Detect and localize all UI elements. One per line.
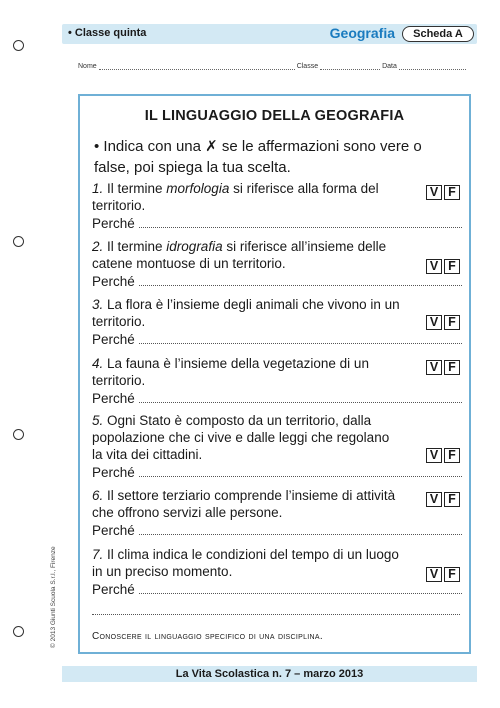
question-text-part: Ogni Stato è composto da un territorio, dalla popolazione che ci vive e dalle leggi che regolano la vita dei cittadini. (92, 413, 390, 462)
binder-hole (13, 626, 24, 637)
false-checkbox[interactable]: F (444, 567, 460, 582)
question-term: idrografia (166, 239, 223, 254)
question-text-part: Il settore terziario comprende l’insieme di attività che offrono servizi alle persone. (92, 488, 396, 520)
question-number: 1. (92, 181, 104, 196)
question-text-part: La flora è l’insieme degli animali che vivono in un territorio. (92, 297, 400, 329)
answer-line[interactable] (92, 215, 462, 232)
question-text-part: Il termine (103, 181, 167, 196)
dotted-line[interactable] (139, 216, 462, 228)
sheet-badge: Scheda A (402, 26, 474, 42)
student-info-row (78, 62, 468, 70)
dotted-line[interactable] (139, 391, 462, 403)
date-label: Data (382, 63, 397, 70)
dotted-line[interactable] (139, 523, 462, 535)
answer-line[interactable] (92, 522, 462, 539)
perche-label: Perché (92, 274, 135, 289)
answer-line[interactable] (92, 390, 462, 407)
false-checkbox[interactable]: F (444, 259, 460, 274)
question-term: morfologia (166, 181, 230, 196)
true-false-boxes (426, 567, 460, 582)
binder-hole (13, 40, 24, 51)
answer-line[interactable] (92, 273, 462, 290)
question-text-part: Il clima indica le condizioni del tempo di un luogo in un preciso momento. (92, 547, 399, 579)
header-band (62, 24, 477, 44)
question-text-part: Il termine (103, 239, 167, 254)
question-number: 5. (92, 413, 104, 428)
question-number: 3. (92, 297, 104, 312)
true-false-boxes (426, 259, 460, 274)
answer-line[interactable] (92, 464, 462, 481)
dotted-line[interactable] (139, 274, 462, 286)
perche-label: Perché (92, 465, 135, 480)
question-item (92, 487, 462, 539)
answer-line[interactable] (92, 331, 462, 348)
class-label: • Classe quinta (68, 27, 147, 39)
true-checkbox[interactable]: V (426, 448, 442, 463)
true-checkbox[interactable]: V (426, 259, 442, 274)
perche-label: Perché (92, 391, 135, 406)
subject-title: Geografia (329, 25, 395, 41)
copyright-text: © 2013 Giunti Scuola S.r.l., Firenze (50, 546, 57, 648)
true-checkbox[interactable]: V (426, 185, 442, 200)
true-false-boxes (426, 492, 460, 507)
name-field[interactable] (99, 62, 295, 70)
question-text (92, 296, 402, 330)
false-checkbox[interactable]: F (444, 360, 460, 375)
question-number: 2. (92, 239, 104, 254)
question-item (92, 238, 462, 290)
question-text (92, 487, 402, 521)
true-false-boxes (426, 360, 460, 375)
binder-hole (13, 429, 24, 440)
true-checkbox[interactable]: V (426, 315, 442, 330)
class-field-label: Classe (296, 63, 319, 70)
question-item (92, 180, 462, 232)
worksheet-title: IL LINGUAGGIO DELLA GEOGRAFIA (144, 108, 405, 124)
question-number: 7. (92, 547, 104, 562)
binder-hole (13, 236, 24, 247)
true-checkbox[interactable]: V (426, 360, 442, 375)
question-item (92, 355, 462, 407)
dotted-line[interactable] (139, 465, 462, 477)
true-false-boxes (426, 448, 460, 463)
answer-line[interactable] (92, 581, 462, 598)
false-checkbox[interactable]: F (444, 315, 460, 330)
footer-band: La Vita Scolastica n. 7 – marzo 2013 (62, 666, 477, 682)
question-item (92, 546, 462, 615)
worksheet-frame (78, 94, 471, 654)
true-checkbox[interactable]: V (426, 492, 442, 507)
question-number: 6. (92, 488, 104, 503)
skill-objective: Conoscere il linguaggio specifico di una disciplina. (92, 631, 323, 642)
question-text-part: si riferisce all’insieme delle catene montuose di un territorio. (92, 239, 387, 271)
question-text (92, 546, 402, 580)
date-field[interactable] (399, 62, 466, 70)
question-text-part: si riferisce alla forma del territorio. (92, 181, 379, 213)
class-field[interactable] (320, 62, 380, 70)
dotted-line[interactable] (139, 582, 462, 594)
true-false-boxes (426, 185, 460, 200)
perche-label: Perché (92, 332, 135, 347)
true-checkbox[interactable]: V (426, 567, 442, 582)
question-item (92, 412, 462, 481)
perche-label: Perché (92, 216, 135, 231)
question-text (92, 180, 402, 214)
perche-label: Perché (92, 582, 135, 597)
question-number: 4. (92, 356, 104, 371)
false-checkbox[interactable]: F (444, 492, 460, 507)
true-false-boxes (426, 315, 460, 330)
extra-answer-line[interactable] (92, 598, 460, 615)
instruction-text: • Indica con una ✗ se le affermazioni sono vere o false, poi spiega la tua scelta. (94, 138, 422, 176)
name-label: Nome (78, 63, 97, 70)
false-checkbox[interactable]: F (444, 185, 460, 200)
dotted-line[interactable] (139, 332, 462, 344)
question-item (92, 296, 462, 348)
question-text (92, 412, 402, 463)
question-text (92, 355, 402, 389)
false-checkbox[interactable]: F (444, 448, 460, 463)
question-text-part: La fauna è l’insieme della vegetazione di un territorio. (92, 356, 369, 388)
question-text (92, 238, 402, 272)
perche-label: Perché (92, 523, 135, 538)
